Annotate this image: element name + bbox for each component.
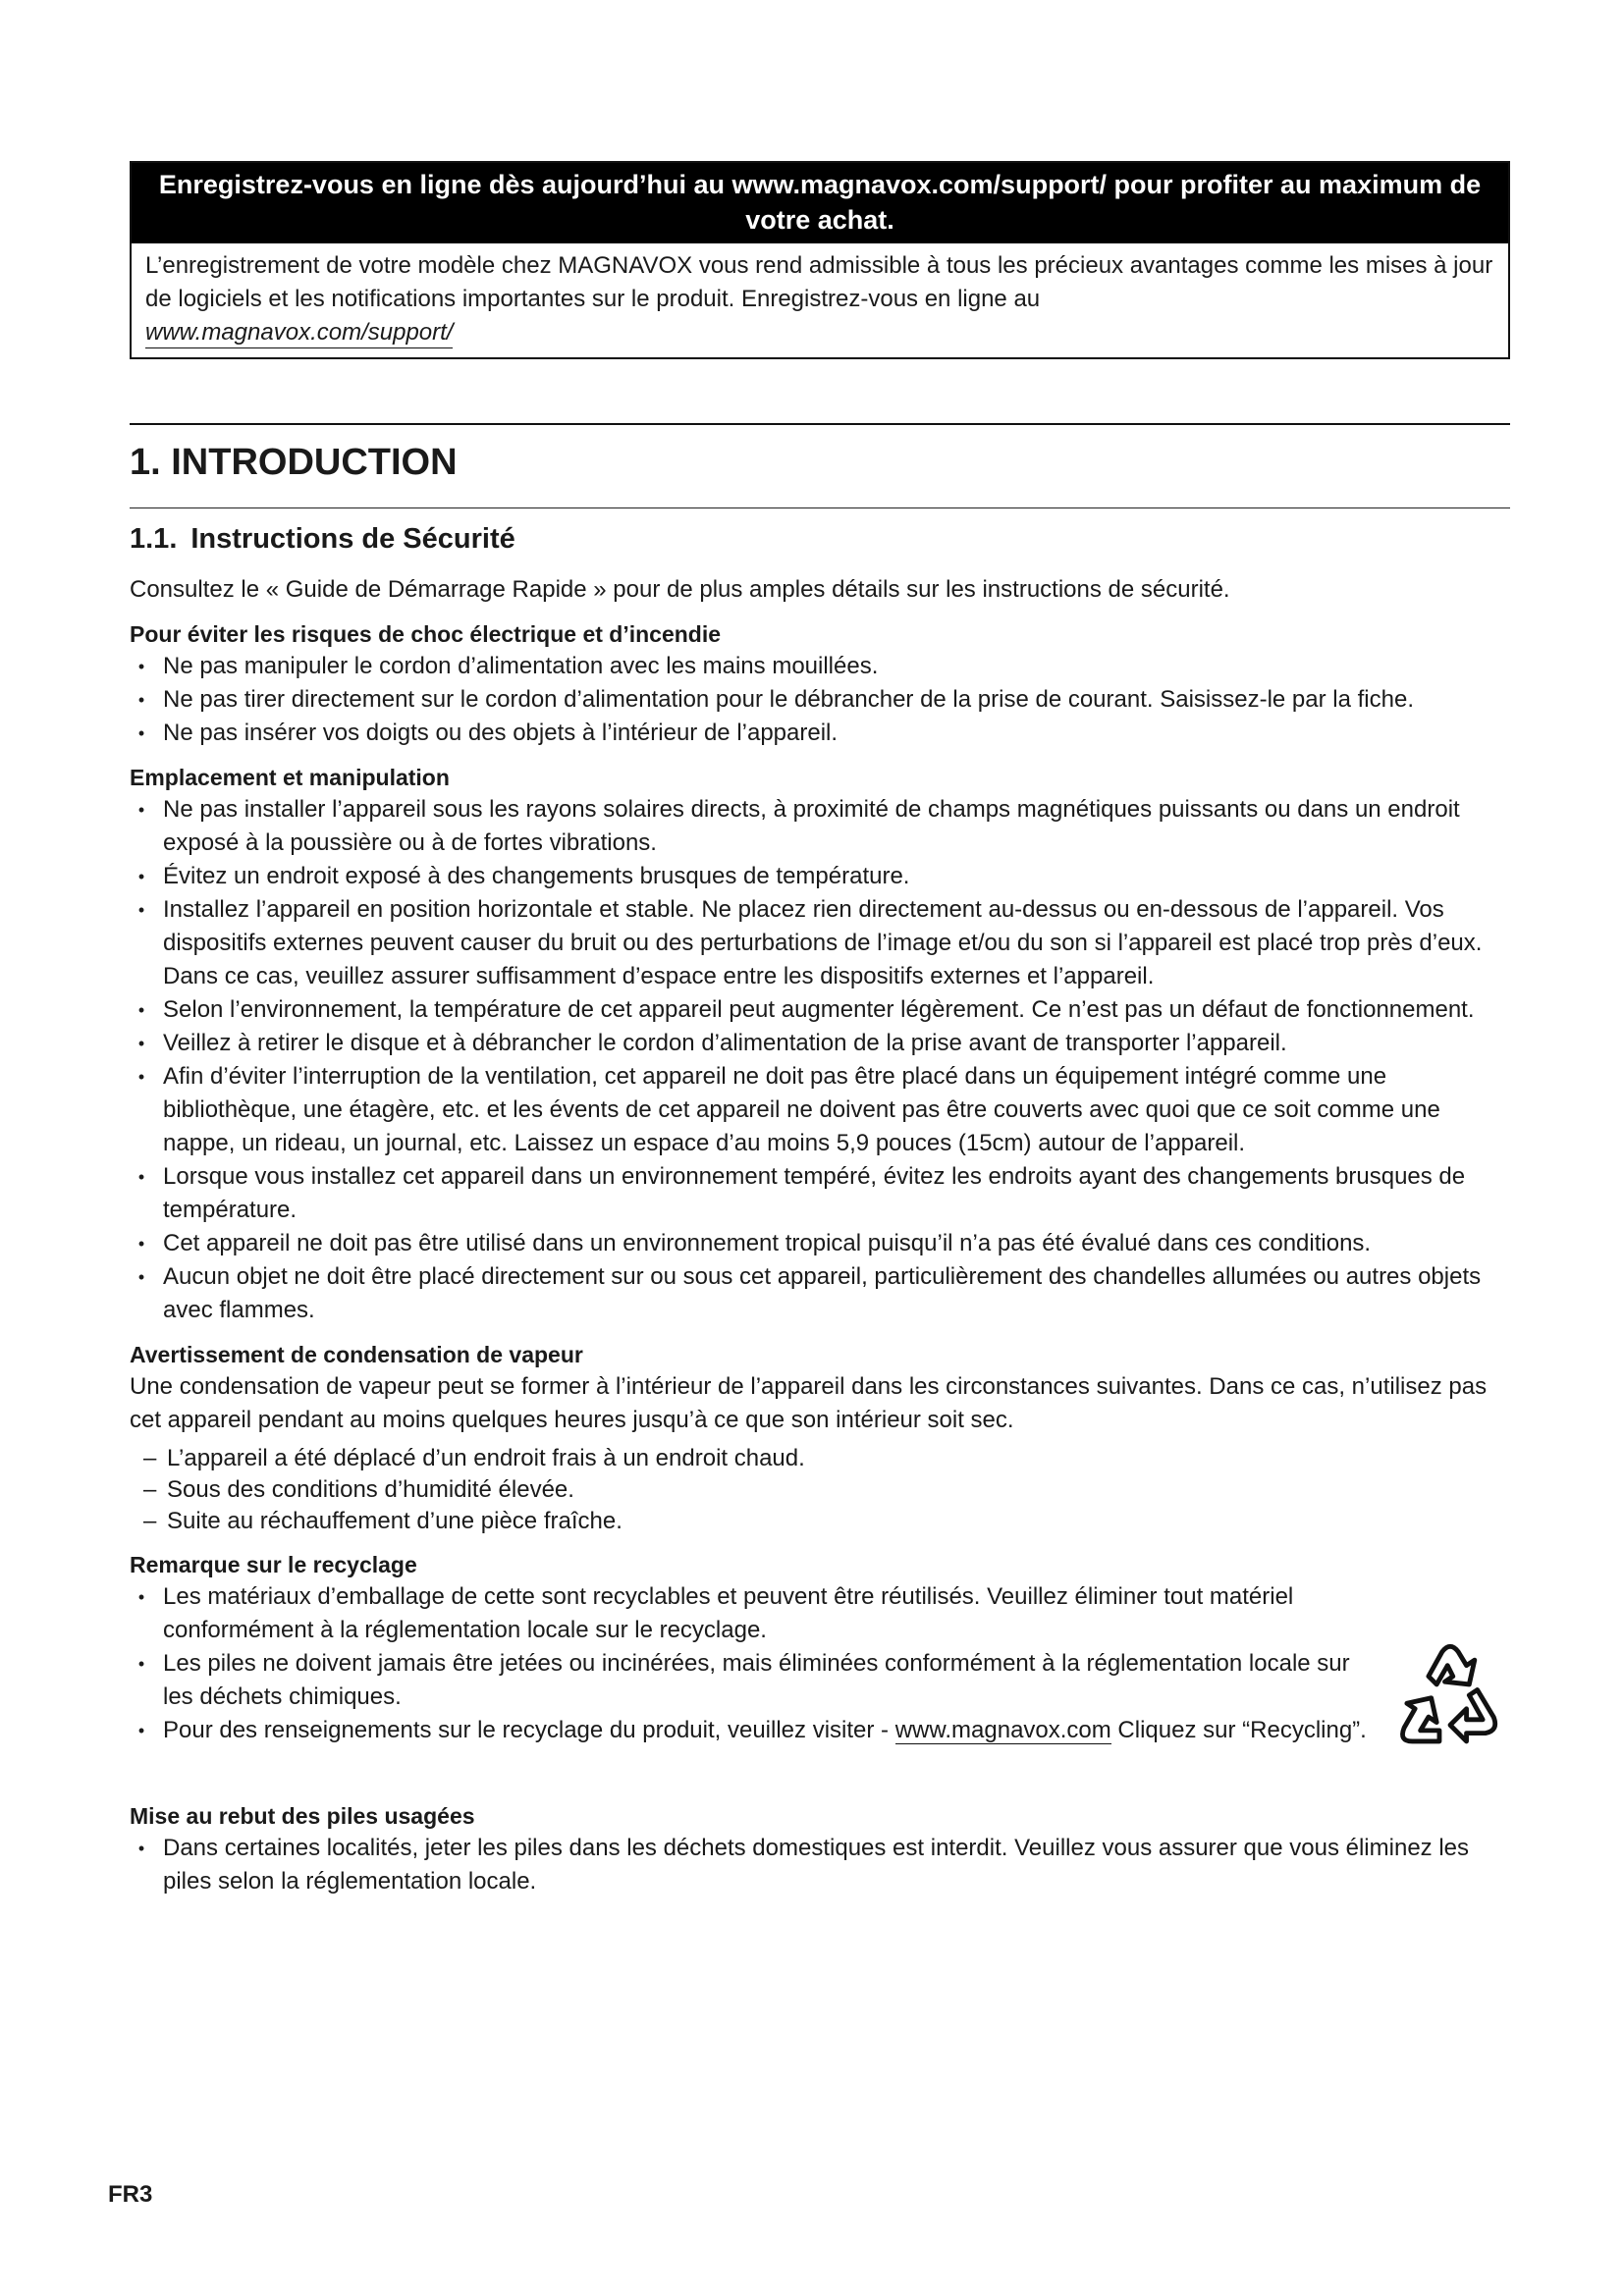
bullet-marker: • (137, 1234, 145, 1254)
bullet-marker: • (137, 1654, 145, 1674)
bullet-marker: • (137, 1721, 145, 1740)
list-item: • Installez l’appareil en position horizontale et stable. Ne placez rien directement au-dessus ou en-dessous de l’appareil. Vos dispositifs externes peuvent causer du bruit ou des perturbations de l’image et/ou du son si l’appareil est placé trop près d’eux. Dans ce cas, veuillez assurer suffisamment d’espace entre les dispositifs externes et l’appareil. (130, 893, 1510, 993)
bullet-marker: • (137, 1000, 145, 1020)
registration-heading: Enregistrez-vous en ligne dès aujourd’hui au www.magnavox.com/support/ pour profiter au maximum de votre achat. (132, 163, 1508, 243)
bullet-marker: • (137, 900, 145, 920)
bullet-marker: • (137, 690, 145, 710)
list-item: • Lorsque vous installez cet appareil dans un environnement tempéré, évitez les endroits ayant des changements brusques de température. (130, 1160, 1510, 1227)
condensation-list (130, 1443, 1510, 1537)
bullet-marker: • (137, 867, 145, 886)
list-item: • Les matériaux d’emballage de cette sont recyclables et peuvent être réutilisés. Veuillez éliminer tout matériel conformément à la réglementation locale sur le recyclage. (130, 1580, 1367, 1647)
section-title (130, 520, 1510, 558)
registration-body (132, 243, 1508, 357)
recycling-link[interactable]: www.magnavox.com (894, 1717, 1111, 1743)
section-intro: Consultez le « Guide de Démarrage Rapide » pour de plus amples détails sur les instructions de sécurité. (130, 576, 1230, 603)
recycling-section (130, 1580, 1510, 1747)
shock-heading: Pour éviter les risques de choc électrique et d’incendie (130, 621, 722, 647)
section-title-text: Instructions de Sécurité (190, 523, 515, 555)
chapter-title: 1. INTRODUCTION (130, 442, 458, 483)
list-item: • Cet appareil ne doit pas être utilisé dans un environnement tropical puisqu’il n’a pas été évalué dans ces conditions. (130, 1227, 1510, 1260)
bullet-marker: • (137, 1267, 145, 1287)
list-item: • Dans certaines localités, jeter les piles dans les déchets domestiques est interdit. Veuillez vous assurer que vous éliminez les piles selon la réglementation locale. (130, 1832, 1510, 1898)
placement-list (130, 793, 1510, 1327)
bullet-marker: • (137, 723, 145, 743)
placement-heading: Emplacement et manipulation (130, 765, 450, 790)
section-number: 1.1. (130, 523, 178, 555)
recycling-heading: Remarque sur le recyclage (130, 1552, 417, 1577)
list-item: • Les piles ne doivent jamais être jetées ou incinérées, mais éliminées conformément à la réglementation locale sur les déchets chimiques. (130, 1647, 1367, 1714)
disposal-section (130, 1800, 1510, 1898)
chapter-rule (130, 423, 1510, 425)
recycle-icon (1382, 1628, 1518, 1763)
list-item: – L’appareil a été déplacé d’un endroit frais à un endroit chaud. (143, 1443, 1510, 1474)
bullet-marker: • (137, 1167, 145, 1187)
registration-text: L’enregistrement de votre modèle chez MAGNAVOX vous rend admissible à tous les précieux avantages comme les mises à jour de logiciels et les notifications importantes sur le produit. Enregistrez-vous en ligne au (145, 252, 1493, 312)
bullet-marker: • (137, 657, 145, 676)
list-item: • Ne pas manipuler le cordon d’alimentation avec les mains mouillées. (130, 650, 1510, 683)
list-item: • Évitez un endroit exposé à des changements brusques de température. (130, 860, 1510, 893)
dash-marker: – (143, 1445, 157, 1471)
page-number: FR3 (108, 2181, 153, 2208)
list-item: – Suite au réchauffement d’une pièce fraîche. (143, 1506, 1510, 1537)
list-item: • Ne pas tirer directement sur le cordon d’alimentation pour le débrancher de la prise de courant. Saisissez-le par la fiche. (130, 683, 1510, 717)
list-item: • Pour des renseignements sur le recyclage du produit, veuillez visiter - www.magnavox.com Cliquez sur “Recycling”. (130, 1714, 1367, 1747)
recycling-list (130, 1580, 1367, 1747)
bullet-marker: • (137, 800, 145, 820)
bullet-marker: • (137, 1587, 145, 1607)
section-rule (130, 507, 1510, 508)
list-item: – Sous des conditions d’humidité élevée. (143, 1474, 1510, 1506)
list-item: • Ne pas insérer vos doigts ou des objets à l’intérieur de l’appareil. (130, 717, 1510, 750)
list-item: • Selon l’environnement, la température de cet appareil peut augmenter légèrement. Ce n’est pas un défaut de fonctionnement. (130, 993, 1510, 1027)
registration-url-link[interactable]: www.magnavox.com/support/ (145, 318, 453, 348)
condensation-heading: Avertissement de condensation de vapeur (130, 1342, 583, 1367)
dash-marker: – (143, 1476, 157, 1503)
bullet-marker: • (137, 1839, 145, 1858)
page-content (130, 161, 1510, 1898)
dash-marker: – (143, 1508, 157, 1534)
bullet-marker: • (137, 1034, 145, 1053)
list-item: • Veillez à retirer le disque et à débrancher le cordon d’alimentation de la prise avant de transporter l’appareil. (130, 1027, 1510, 1060)
disposal-heading: Mise au rebut des piles usagées (130, 1803, 475, 1829)
bullet-marker: • (137, 1067, 145, 1087)
list-item: • Aucun objet ne doit être placé directement sur ou sous cet appareil, particulièrement des chandelles allumées ou autres objets avec flammes. (130, 1260, 1510, 1327)
list-item: • Afin d’éviter l’interruption de la ventilation, cet appareil ne doit pas être placé dans un équipement intégré comme une bibliothèque, une étagère, etc. et les évents de cet appareil ne doivent pas être couverts avec quoi que ce soit comme une nappe, un rideau, un journal, etc. Laissez un espace d’au moins 5,9 pouces (15cm) autour de l’appareil. (130, 1060, 1510, 1160)
shock-list (130, 650, 1510, 750)
list-item: • Ne pas installer l’appareil sous les rayons solaires directs, à proximité de champs magnétiques puissants ou dans un endroit exposé à la poussière ou à de fortes vibrations. (130, 793, 1510, 860)
condensation-text: Une condensation de vapeur peut se former à l’intérieur de l’appareil dans les circonstances suivantes. Dans ce cas, n’utilisez pas cet appareil pendant au moins quelques heures jusqu’à ce que son intérieur soit sec. (130, 1373, 1488, 1433)
registration-box (130, 161, 1510, 359)
disposal-list (130, 1832, 1510, 1898)
